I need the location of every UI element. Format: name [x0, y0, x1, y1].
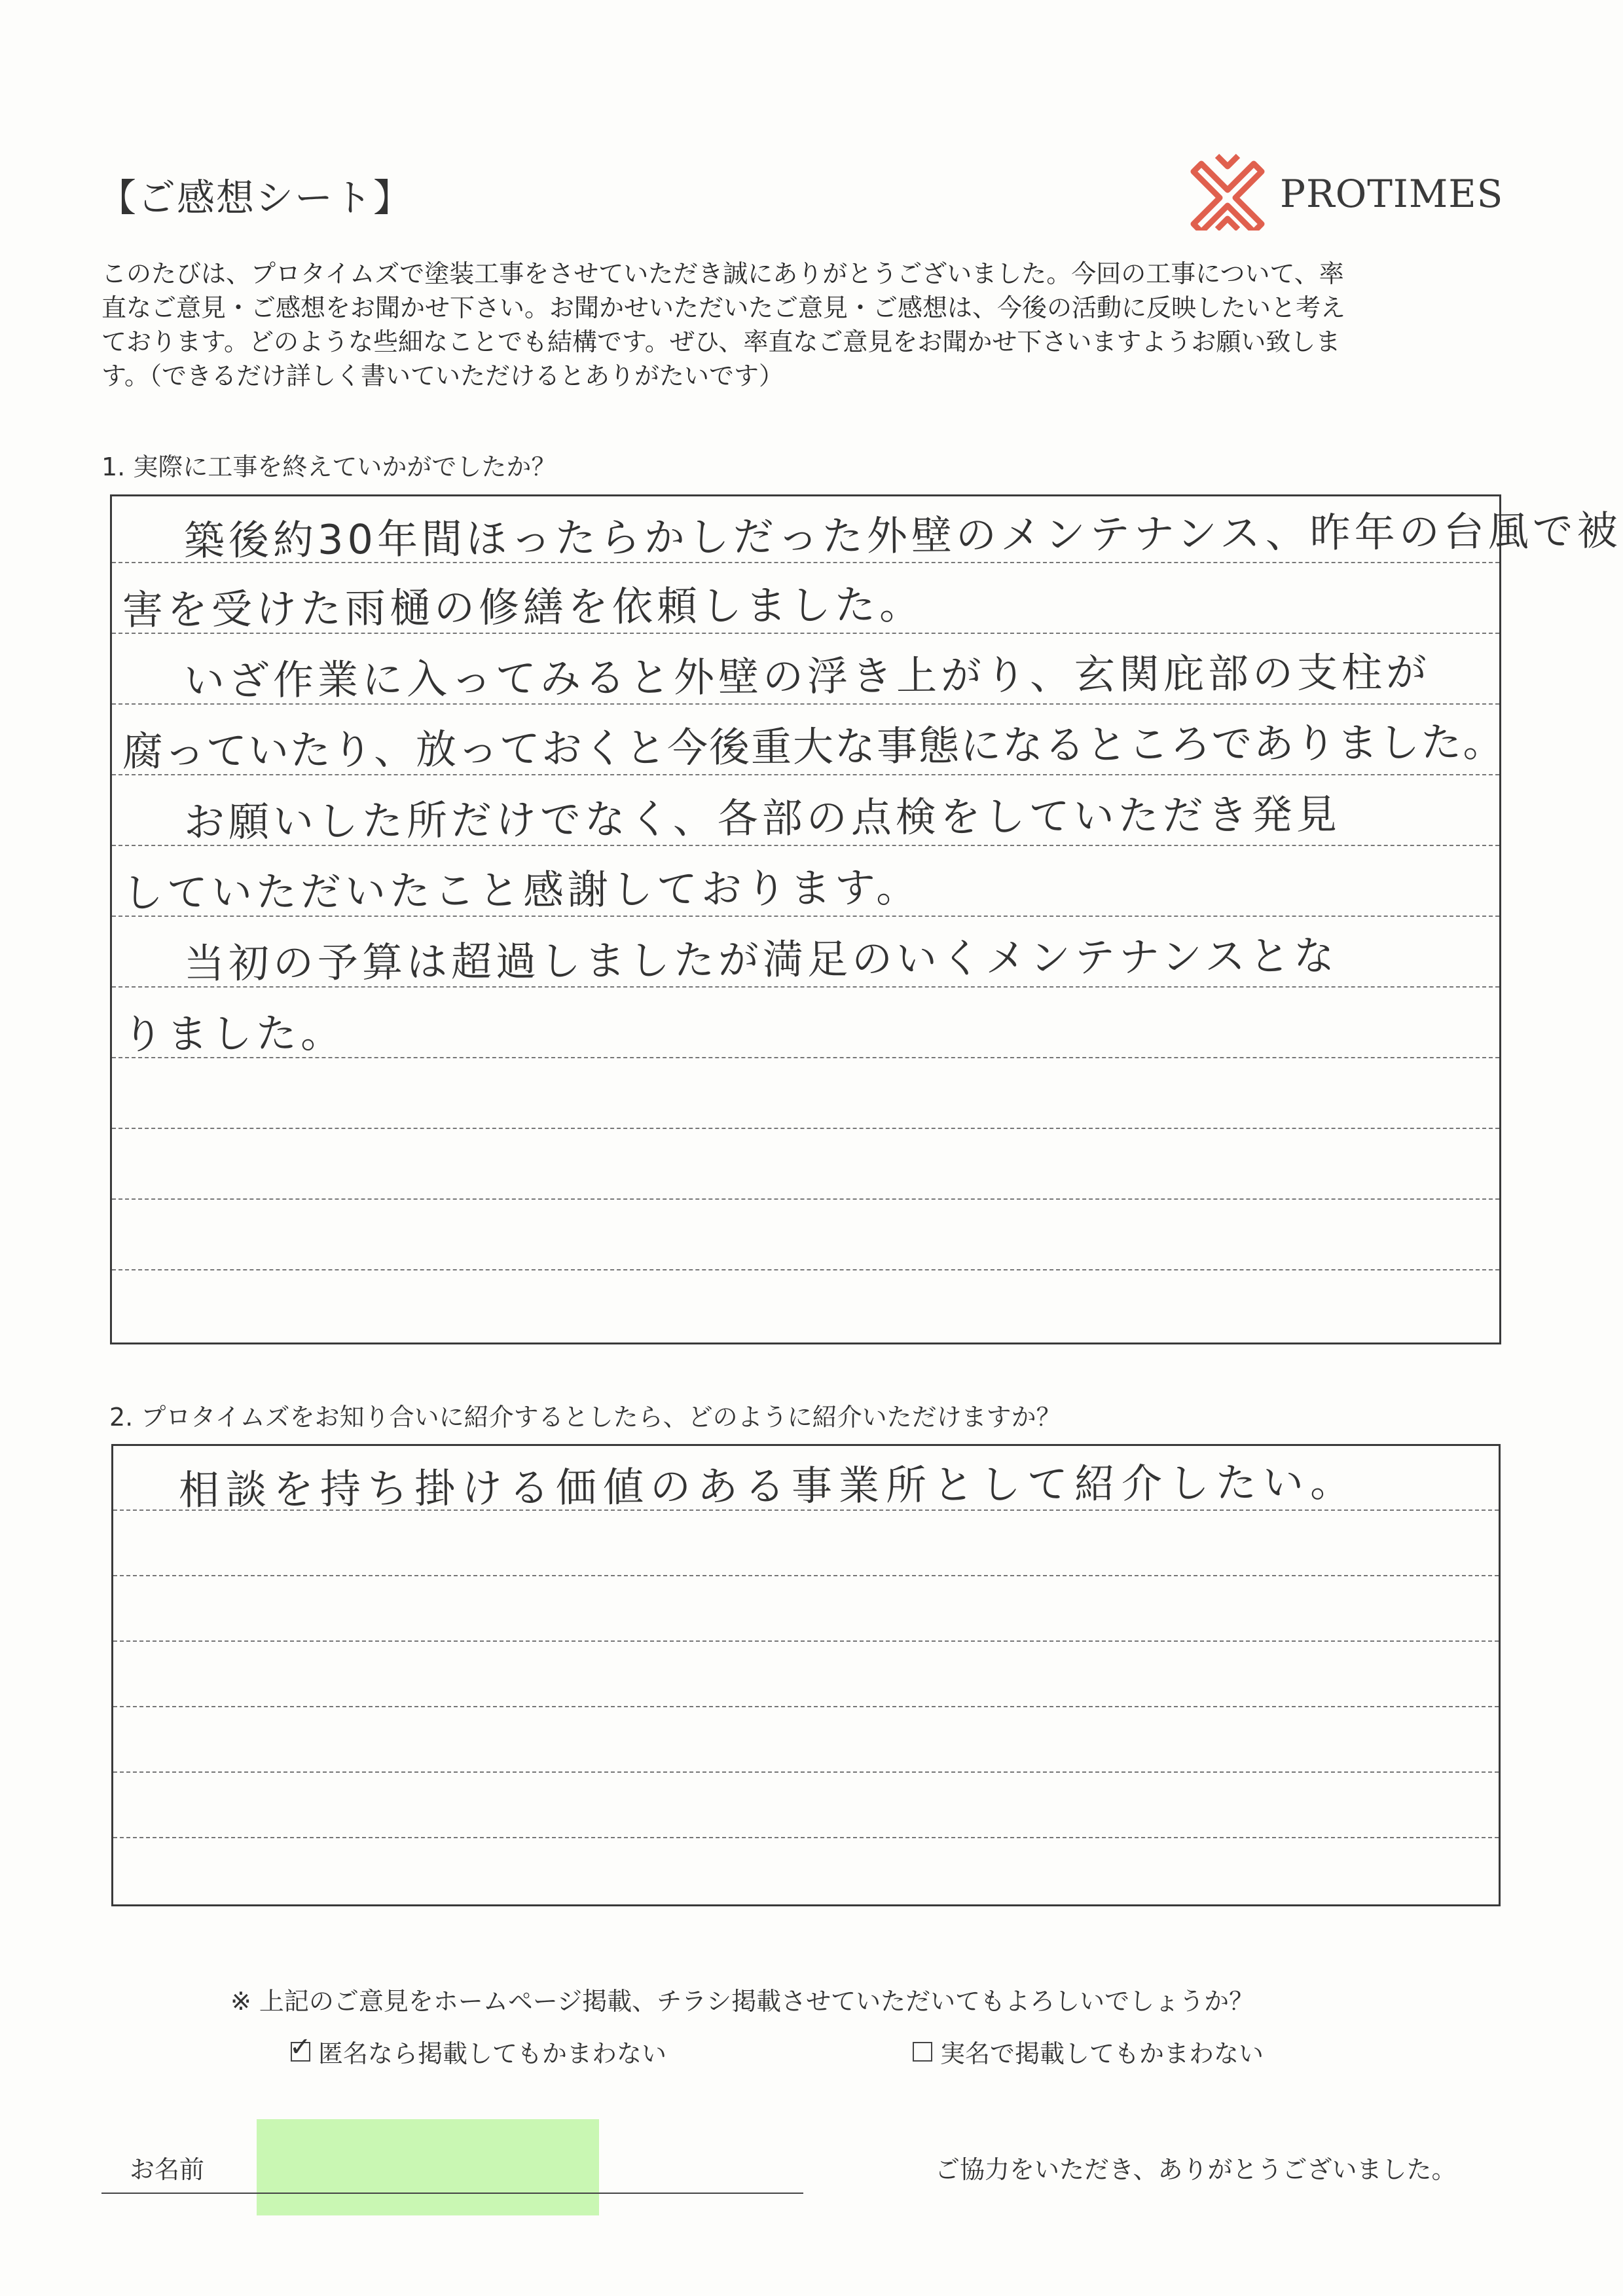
thanks-text: ご協力をいただき、ありがとうございました。	[935, 2155, 1457, 2184]
ruled-line	[112, 1128, 1499, 1129]
name-redaction	[257, 2119, 599, 2215]
protimes-logo-icon	[1188, 152, 1273, 231]
answer-box-2	[111, 1444, 1501, 1906]
ruled-line	[113, 1575, 1499, 1576]
ruled-line	[112, 1269, 1499, 1270]
ruled-line	[112, 1198, 1499, 1200]
handwritten-line: していただいたこと感謝しております。	[122, 863, 921, 917]
intro-line: このたびは、プロタイムズで塗装工事をさせていただき誠にありがとうございました。今回の工事について、率	[101, 259, 1344, 288]
ruled-line	[113, 1640, 1499, 1642]
question-2: 2. プロタイムズをお知り合いに紹介するとしたら、どのように紹介いただけますか？	[109, 1403, 1061, 1432]
option-anonymous[interactable]	[291, 2033, 666, 2069]
option-realname[interactable]	[913, 2033, 1264, 2069]
question-1: 1. 実際に工事を終えていかがでしたか？	[101, 453, 556, 481]
name-underline	[101, 2193, 803, 2194]
handwritten-line: 腐っていたり、放っておくと今後重大な事態になるところでありました。	[122, 718, 1505, 775]
intro-text	[101, 257, 1496, 393]
handwritten-line: りました。	[122, 1009, 346, 1058]
handwritten-line: 害を受けた雨樋の修繕を依頼しました。	[122, 580, 924, 634]
ruled-line	[113, 1771, 1499, 1773]
checkbox-anonymous[interactable]	[289, 2031, 312, 2062]
handwritten-line: 築後約30年間ほったらかしだった外壁のメンテナンス、昨年の台風で被	[183, 506, 1622, 565]
check-mark-icon: ✓	[289, 2031, 312, 2062]
protimes-logo	[1188, 152, 1504, 231]
option-anonymous-label: 匿名なら掲載してもかまわない	[318, 2039, 667, 2068]
handwritten-line: 当初の予算は超過しましたが満足のいくメンテナンスとな	[183, 931, 1339, 988]
handwritten-line: 相談を持ち掛ける価値のある事業所として紹介したい。	[178, 1458, 1358, 1514]
intro-line: 直なご意見・ご感想をお聞かせ下さい。お聞かせいただいたご意見・ご感想は、今後の活動に反映したいと考え	[101, 293, 1346, 322]
ruled-line	[113, 1837, 1499, 1838]
handwritten-line: いざ作業に入ってみると外壁の浮き上がり、玄関庇部の支柱が	[183, 648, 1431, 705]
intro-line: ております。どのような些細なことでも結構です。ぜひ、率直なご意見をお聞かせ下さいますようお願い致しま	[101, 327, 1341, 356]
sheet-title: 【ご感想シート】	[98, 176, 413, 220]
handwritten-line: お願いした所だけでなく、各部の点検をしていただき発見	[183, 790, 1341, 846]
intro-line: す。（できるだけ詳しく書いていただけるとありがたいです）	[101, 361, 784, 390]
answer-box-1	[110, 494, 1622, 1344]
checkbox-realname[interactable]	[913, 2042, 932, 2062]
logo-wordmark: PROTIMES	[1280, 172, 1504, 216]
name-label: お名前	[130, 2155, 205, 2184]
option-realname-label: 実名で掲載してもかまわない	[940, 2039, 1264, 2068]
ruled-line	[113, 1706, 1499, 1707]
consent-note: ※ 上記のご意見をホームページ掲載、チラシ掲載させていただいてもよろしいでしょうか？	[230, 1987, 1254, 2016]
